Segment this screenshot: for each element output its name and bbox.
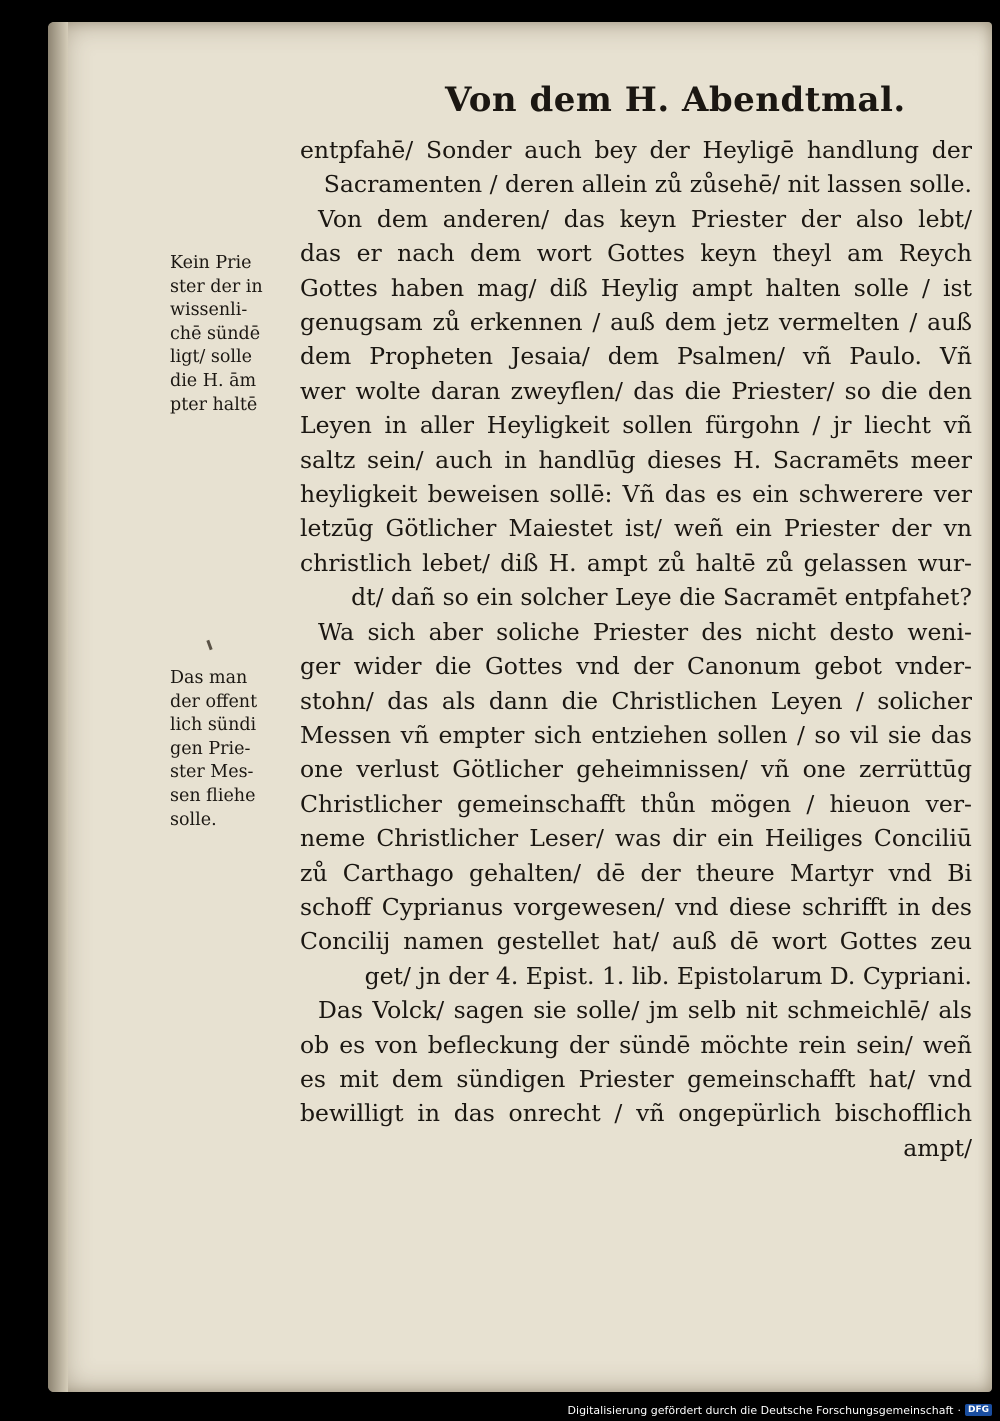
text-line: dem Propheten Jesaia/ dem Psalmen/ vñ Paulo. Vñ — [300, 342, 972, 371]
margin-note-line: chē sündē — [170, 323, 261, 344]
margin-note-line: gen Prie- — [170, 738, 251, 759]
text-line: wer wolte daran zweyflen/ das die Priester/ so die den — [300, 376, 972, 405]
margin-note-line: die H. ām — [170, 370, 257, 391]
text-line: bewilligt in das onrecht / vñ ongepürlich bischofflich — [300, 1099, 972, 1128]
text-line: saltz sein/ auch in handlūg dieses H. Sacramēts meer — [300, 445, 972, 474]
text-line: ger wider die Gottes vnd der Canonum gebot vnder- — [300, 652, 972, 681]
catchword: ampt/ — [903, 1133, 972, 1162]
margin-note-line: der offent — [170, 691, 258, 712]
text-line: stohn/ das als dann die Christlichen Leyen / solicher — [300, 686, 972, 715]
text-line: Christlicher gemeinschafft thůn mögen / hieuon ver- — [300, 789, 972, 818]
text-line: neme Christlicher Leser/ was dir ein Heiliges Conciliū — [300, 824, 972, 853]
text-line: one verlust Götlicher geheimnissen/ vñ one zerrüttūg — [300, 755, 972, 784]
text-line: dt/ dañ so ein solcher Leye die Sacramēt entpfahet? — [351, 583, 972, 612]
dfg-logo: DFG — [965, 1404, 992, 1416]
margin-note-avoid-mass — [170, 667, 292, 832]
running-header: Von dem H. Abendtmal. — [445, 80, 906, 120]
margin-note-line: Kein Prie — [170, 253, 252, 273]
text-line: get/ jn der 4. Epist. 1. lib. Epistolarum D. Cypriani. — [364, 961, 972, 990]
footer-separator: · — [957, 1403, 961, 1417]
margin-note-line: ster Mes- — [170, 762, 254, 783]
text-line: das er nach dem wort Gottes keyn theyl am Reych — [300, 239, 972, 268]
text-line: entpfahē/ Sonder auch bey der Heyligē handlung der — [300, 136, 972, 164]
text-line: ob es von befleckung der sündē möchte rein sein/ weñ — [300, 1030, 972, 1059]
margin-note-line: pter haltē — [170, 394, 258, 415]
margin-note-priest — [170, 252, 292, 417]
text-line: zů Carthago gehalten/ dē der theure Martyr vnd Bi — [300, 858, 972, 887]
text-line: es mit dem sündigen Priester gemeinschafft hat/ vnd — [300, 1064, 972, 1093]
text-line: genugsam zů erkennen / auß dem jetz vermelten / auß — [300, 308, 972, 337]
text-line: Gottes haben mag/ diß Heylig ampt halten solle / ist — [300, 273, 972, 302]
text-line: christlich lebet/ diß H. ampt zů haltē zů gelassen wur- — [300, 548, 972, 577]
page-binding-shadow — [48, 22, 68, 1392]
margin-note-line: sen fliehe — [170, 785, 256, 806]
margin-note-line: solle. — [170, 809, 217, 830]
text-line: Das Volck/ sagen sie solle/ jm selb nit schmeichlē/ als — [318, 996, 972, 1025]
digitization-footer — [568, 1403, 992, 1417]
text-line: Von dem anderen/ das keyn Priester der also lebt/ — [318, 204, 972, 233]
text-line: schoff Cyprianus vorgewesen/ vnd diese schrifft in des — [300, 892, 972, 921]
text-line: heyligkeit beweisen sollē: Vñ das es ein schwerere ver — [300, 480, 972, 509]
margin-note-line: Das man — [170, 668, 248, 688]
text-line: letzūg Götlicher Maiestet ist/ weñ ein Priester der vn — [300, 514, 972, 543]
text-line: Concilij namen gestellet hat/ auß dē wort Gottes zeu — [300, 927, 972, 956]
margin-note-line: ster der in — [170, 276, 263, 297]
footer-credit-text: Digitalisierung gefördert durch die Deutsche Forschungsgemeinschaft — [567, 1403, 954, 1417]
text-line: Wa sich aber soliche Priester des nicht desto weni- — [318, 617, 972, 646]
text-line: Sacramenten / deren allein zů zůsehē/ nit lassen solle. — [323, 170, 972, 199]
margin-note-line: wissenli- — [170, 300, 248, 321]
margin-note-line: ligt/ solle — [170, 347, 252, 368]
text-line: Messen vñ empter sich entziehen sollen / so vil sie das — [300, 720, 972, 749]
text-line: Leyen in aller Heyligkeit sollen fürgohn / jr liecht vñ — [300, 411, 972, 440]
main-text-block — [300, 133, 972, 1165]
margin-note-line: lich sündi — [170, 715, 257, 736]
